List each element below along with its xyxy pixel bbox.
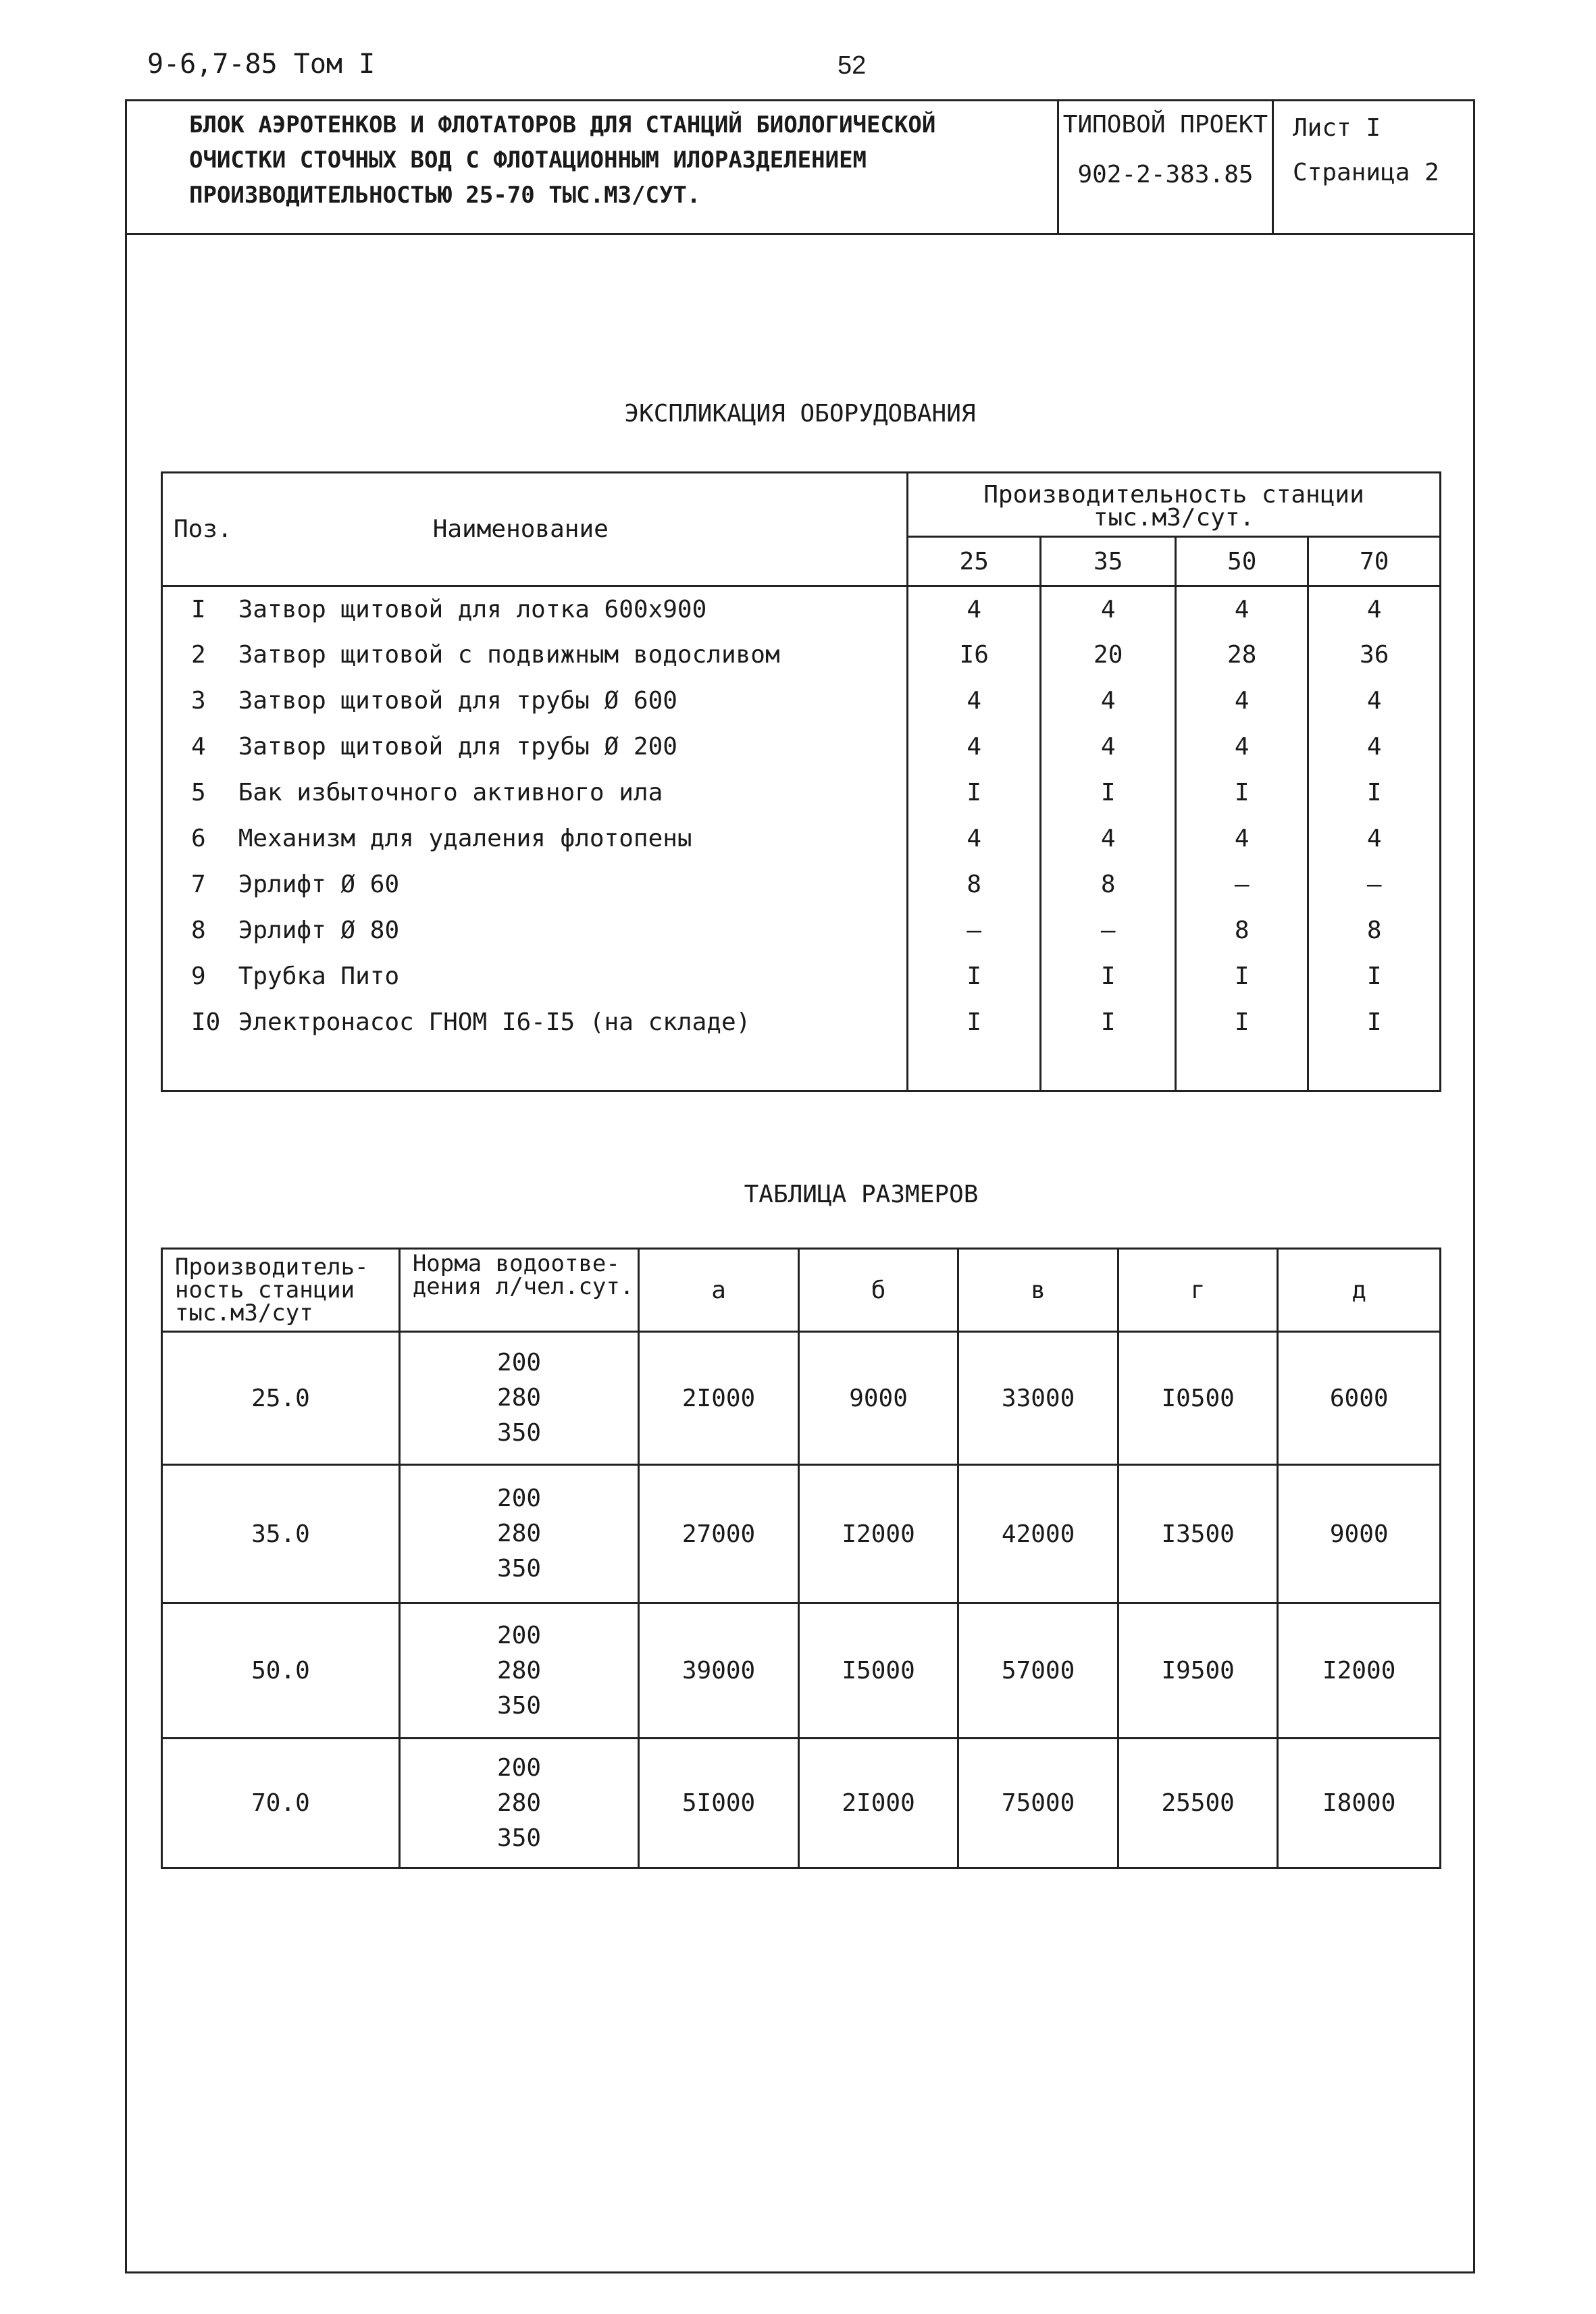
norm-value: 200 <box>497 1621 542 1649</box>
table-row <box>162 908 1441 954</box>
row-value: 8 <box>1308 908 1441 954</box>
row-pos: 2 <box>162 632 233 678</box>
capacity-header-value: 50 <box>1175 537 1308 586</box>
title-block-project <box>1059 99 1274 233</box>
row-pos: 8 <box>162 908 233 954</box>
row-value: 4 <box>1308 586 1441 632</box>
row-value: 8 <box>907 862 1041 908</box>
capacity-header-value: 70 <box>1308 537 1441 586</box>
row-value: I <box>907 1000 1041 1046</box>
row-value: 4 <box>907 586 1041 632</box>
norm-value: 200 <box>497 1349 542 1377</box>
row-pos: 6 <box>162 816 233 862</box>
norm-value: 350 <box>497 1555 542 1583</box>
row-norms <box>399 1739 638 1868</box>
row-name: Затвор щитовой для трубы Ø 600 <box>233 678 908 724</box>
sheet-label: Лист I <box>1293 114 1381 142</box>
column-header-b: б <box>798 1249 958 1332</box>
column-header-d: д <box>1278 1249 1441 1332</box>
table-row <box>162 1739 1441 1868</box>
norm-value: 280 <box>497 1656 542 1685</box>
table-row <box>162 816 1441 862</box>
row-name: Механизм для удаления флотопены <box>233 816 908 862</box>
row-value: 5I000 <box>639 1739 799 1868</box>
row-pos: I0 <box>162 1000 233 1046</box>
row-pos: I <box>162 586 233 632</box>
table-row <box>162 862 1441 908</box>
row-name: Затвор щитовой с подвижным водосливом <box>233 632 908 678</box>
row-value: I2000 <box>1278 1603 1441 1739</box>
row-norms <box>399 1332 638 1465</box>
row-value: 4 <box>1041 586 1175 632</box>
sizes-table-title: ТАБЛИЦА РАЗМЕРОВ <box>744 1181 979 1208</box>
row-value: I8000 <box>1278 1739 1441 1868</box>
row-value: I0500 <box>1118 1332 1278 1465</box>
row-pos: 4 <box>162 724 233 770</box>
row-pos: 9 <box>162 954 233 1000</box>
row-value: I6 <box>907 632 1041 678</box>
header-line: ность станции <box>175 1277 355 1304</box>
row-name: Эрлифт Ø 80 <box>233 908 908 954</box>
document-reference: 9-6,7-85 Том I <box>147 49 376 80</box>
table-row-spacer <box>162 1046 1441 1091</box>
row-value: – <box>1041 908 1175 954</box>
row-capacity: 70.0 <box>162 1739 400 1868</box>
row-value: 4 <box>1175 816 1308 862</box>
row-value: 9000 <box>798 1332 958 1465</box>
row-capacity: 25.0 <box>162 1332 400 1465</box>
row-value: 33000 <box>958 1332 1118 1465</box>
row-value: I9500 <box>1118 1603 1278 1739</box>
row-value: 4 <box>907 724 1041 770</box>
table-row <box>162 586 1441 632</box>
norm-value: 350 <box>497 1419 542 1447</box>
norm-value: 200 <box>497 1753 542 1782</box>
norm-value: 350 <box>497 1824 542 1852</box>
row-name: Затвор щитовой для лотка 600х900 <box>233 586 908 632</box>
column-header-capacity <box>907 473 1440 537</box>
row-value: 4 <box>1175 586 1308 632</box>
row-value: 4 <box>1308 678 1441 724</box>
row-value: 20 <box>1041 632 1175 678</box>
row-value: 4 <box>1041 816 1175 862</box>
row-value: 4 <box>907 678 1041 724</box>
row-value: I <box>907 954 1041 1000</box>
row-value: I2000 <box>798 1465 958 1603</box>
equipment-table-title: ЭКСПЛИКАЦИЯ ОБОРУДОВАНИЯ <box>624 400 976 428</box>
title-block-sheet <box>1274 99 1473 233</box>
capacity-header-value: 35 <box>1041 537 1175 586</box>
row-name: Электронасос ГНОМ I6-I5 (на складе) <box>233 1000 908 1046</box>
row-value: 4 <box>1041 678 1175 724</box>
column-header-norm <box>399 1249 638 1332</box>
row-capacity: 50.0 <box>162 1603 400 1739</box>
table-row <box>162 770 1441 816</box>
norm-value: 350 <box>497 1691 542 1720</box>
title-block-name <box>125 99 1059 233</box>
row-value: 2I000 <box>639 1332 799 1465</box>
capacity-header-value: 25 <box>907 537 1041 586</box>
row-name: Бак избыточного активного ила <box>233 770 908 816</box>
row-value: I <box>1308 954 1441 1000</box>
row-pos: 3 <box>162 678 233 724</box>
column-header-name: Наименование <box>233 473 908 586</box>
row-value: I <box>1041 770 1175 816</box>
row-value: 9000 <box>1278 1465 1441 1603</box>
row-value: 27000 <box>639 1465 799 1603</box>
column-header-a: а <box>639 1249 799 1332</box>
row-value: I <box>1175 770 1308 816</box>
row-value: 57000 <box>958 1603 1118 1739</box>
row-value: 8 <box>1041 862 1175 908</box>
title-line: ОЧИСТКИ СТОЧНЫХ ВОД С ФЛОТАЦИОННЫМ ИЛОРАЗДЕЛЕНИЕМ <box>189 147 867 174</box>
row-value: 8 <box>1175 908 1308 954</box>
row-value: 36 <box>1308 632 1441 678</box>
row-value: I <box>1041 954 1175 1000</box>
row-value: I <box>1308 770 1441 816</box>
title-line: БЛОК АЭРОТЕНКОВ И ФЛОТАТОРОВ ДЛЯ СТАНЦИЙ БИОЛОГИЧЕСКОЙ <box>189 111 936 138</box>
column-header-v: в <box>958 1249 1118 1332</box>
header-line: Норма водоотве- <box>412 1250 620 1277</box>
row-value: – <box>1308 862 1441 908</box>
capacity-header-line: тыс.м3/сут. <box>1093 503 1255 532</box>
row-value: 2I000 <box>798 1739 958 1868</box>
row-value: – <box>907 908 1041 954</box>
project-number: 902-2-383.85 <box>1077 161 1254 188</box>
row-value: 42000 <box>958 1465 1118 1603</box>
row-capacity: 35.0 <box>162 1465 400 1603</box>
header-line: тыс.м3/сут <box>175 1300 313 1327</box>
table-row <box>162 1465 1441 1603</box>
row-value: 6000 <box>1278 1332 1441 1465</box>
row-value: 4 <box>1041 724 1175 770</box>
row-pos: 5 <box>162 770 233 816</box>
norm-value: 280 <box>497 1789 542 1817</box>
row-norms <box>399 1465 638 1603</box>
table-row <box>162 954 1441 1000</box>
row-pos: 7 <box>162 862 233 908</box>
page-label: Страница 2 <box>1293 159 1439 186</box>
row-value: I <box>1308 1000 1441 1046</box>
row-value: 25500 <box>1118 1739 1278 1868</box>
column-header-g: г <box>1118 1249 1278 1332</box>
row-value: – <box>1175 862 1308 908</box>
sizes-table <box>161 1248 1441 1869</box>
norm-value: 280 <box>497 1520 542 1547</box>
row-value: I <box>1175 1000 1308 1046</box>
row-value: 4 <box>1308 816 1441 862</box>
capacity-header-line: Производительность станции <box>983 480 1364 509</box>
row-value: 4 <box>907 816 1041 862</box>
table-row <box>162 1603 1441 1739</box>
norm-value: 280 <box>497 1384 542 1412</box>
row-value: 4 <box>1175 678 1308 724</box>
header-line: дения л/чел.сут. <box>412 1273 634 1300</box>
title-line: ПРОИЗВОДИТЕЛЬНОСТЬЮ 25-70 ТЫС.М3/СУТ. <box>189 182 701 209</box>
page-number: 52 <box>838 51 867 80</box>
row-norms <box>399 1603 638 1739</box>
table-row <box>162 1000 1441 1046</box>
row-name: Затвор щитовой для трубы Ø 200 <box>233 724 908 770</box>
column-header-capacity <box>162 1249 400 1332</box>
equipment-table <box>161 471 1441 1092</box>
row-value: 4 <box>1175 724 1308 770</box>
row-value: 75000 <box>958 1739 1118 1868</box>
project-label: ТИПОВОЙ ПРОЕКТ <box>1062 111 1268 138</box>
table-row <box>162 1332 1441 1465</box>
title-block <box>125 99 1475 235</box>
header-line: Производитель- <box>175 1254 369 1281</box>
table-row <box>162 724 1441 770</box>
row-name: Эрлифт Ø 60 <box>233 862 908 908</box>
column-header-pos: Поз. <box>162 473 233 586</box>
table-row <box>162 678 1441 724</box>
row-value: I5000 <box>798 1603 958 1739</box>
row-value: I <box>907 770 1041 816</box>
row-value: 39000 <box>639 1603 799 1739</box>
norm-value: 200 <box>497 1485 542 1512</box>
row-value: 4 <box>1308 724 1441 770</box>
table-row <box>162 632 1441 678</box>
row-value: I3500 <box>1118 1465 1278 1603</box>
row-name: Трубка Пито <box>233 954 908 1000</box>
row-value: 28 <box>1175 632 1308 678</box>
row-value: I <box>1175 954 1308 1000</box>
row-value: I <box>1041 1000 1175 1046</box>
